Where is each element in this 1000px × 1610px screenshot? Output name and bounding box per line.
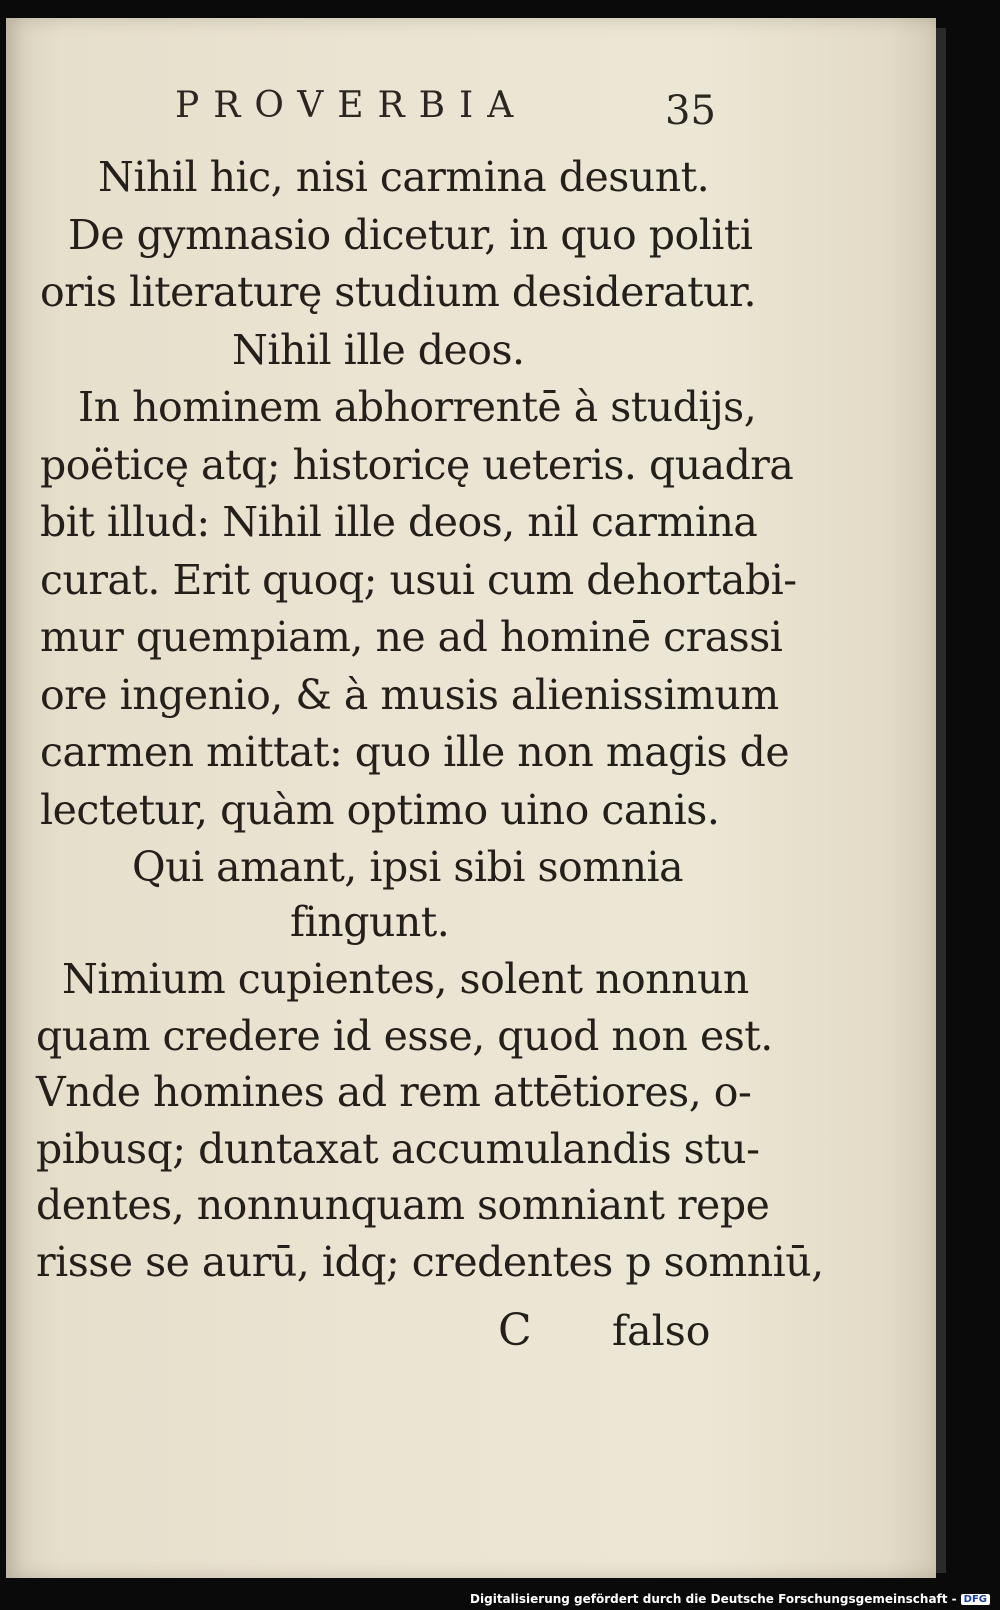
page-number: 35	[665, 88, 716, 134]
signature-mark: C	[498, 1305, 532, 1356]
text-line: carmen mittat: quo ille non magis de	[40, 728, 790, 776]
text-line: oris literaturę studium desideratur.	[40, 268, 757, 316]
text-line: lectetur, quàm optimo uino canis.	[40, 786, 720, 834]
text-line: ore ingenio, & à musis alienissimum	[40, 671, 779, 719]
catchword: falso	[612, 1307, 711, 1355]
text-line: dentes, nonnunquam somniant repe	[36, 1181, 770, 1229]
text-line: Nihil hic, nisi carmina desunt.	[98, 153, 710, 201]
text-line: fingunt.	[290, 898, 450, 946]
text-line: pibusq; duntaxat accumulandis stu-	[36, 1125, 760, 1173]
dfg-logo: DFG	[961, 1594, 990, 1605]
text-line: quam credere id esse, quod non est.	[36, 1012, 773, 1060]
text-line: poëticę atq; historicę ueteris. quadra	[40, 441, 794, 489]
page-edge	[936, 28, 946, 1573]
text-line: mur quempiam, ne ad hominē crassi	[40, 613, 783, 661]
text-line: In hominem abhorrentē à studijs,	[78, 383, 757, 431]
text-line: Nimium cupientes, solent nonnun	[62, 955, 749, 1003]
text-line: Qui amant, ipsi sibi somnia	[132, 843, 684, 891]
running-title: PROVERBIA	[175, 85, 528, 126]
text-line: bit illud: Nihil ille deos, nil carmina	[40, 498, 758, 546]
credit-text: Digitalisierung gefördert durch die Deutsche Forschungsgemeinschaft -	[470, 1592, 957, 1606]
text-line: curat. Erit quoq; usui cum dehortabi-	[40, 556, 797, 604]
text-line: Vnde homines ad rem attētiores, o-	[36, 1068, 752, 1116]
text-line: risse se aurū, idq; credentes p somniū,	[36, 1238, 824, 1286]
text-line: De gymnasio dicetur, in quo politi	[68, 211, 753, 259]
digitization-credit	[470, 1592, 990, 1606]
text-line: Nihil ille deos.	[232, 326, 525, 374]
